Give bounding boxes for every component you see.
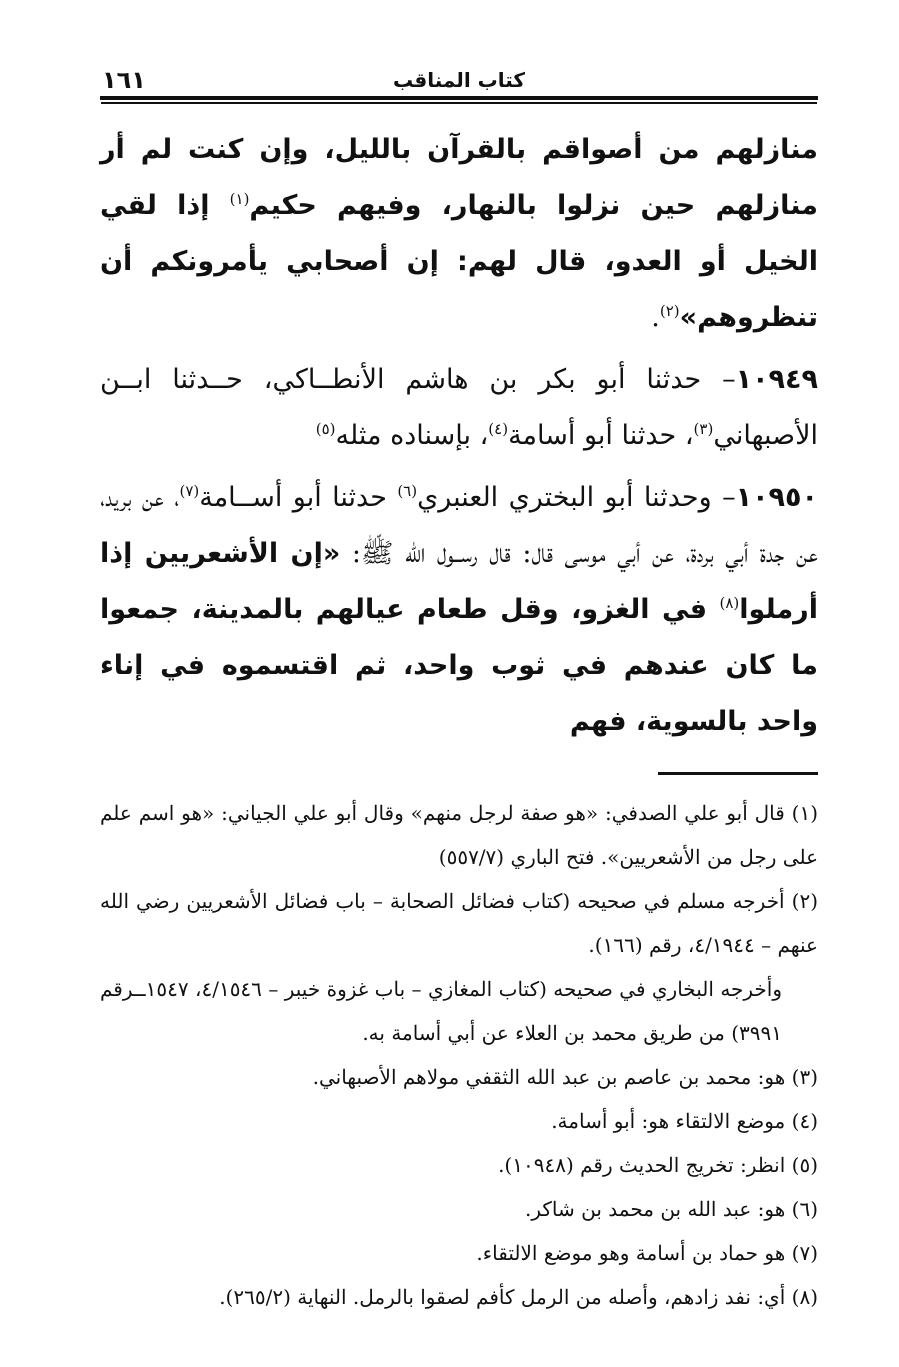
- footnote-5: (٥) انظر: تخريج الحديث رقم (١٠٩٤٨).: [498, 1153, 818, 1177]
- footnote-ref-4: (٤): [488, 420, 509, 438]
- p1-text-2: إذا لقي الخيل أو العدو، قال لهم: إن أصحابي يأمرونكم أن تنظروهم»: [100, 190, 818, 333]
- book-page: [100, 62, 818, 1319]
- page-number: ١٦١: [102, 66, 146, 94]
- footnote-ref-8: (٨): [719, 594, 740, 612]
- footnotes: [100, 791, 818, 1319]
- h2-text-c: ، عن بريد، عن جدة أبي بردة، عن أبي موسى قال: قال رســول الله ﷺ:: [100, 482, 818, 569]
- p1-end: .: [651, 302, 660, 333]
- h1-text-c: ، بإسناده مثله: [335, 420, 489, 451]
- main-text: [100, 122, 818, 750]
- h1-text-b: ، حدثنا أبو أسامة: [508, 420, 694, 451]
- footnote-7: (٧) هو حماد بن أسامة وهو موضع الالتقاء.: [476, 1241, 818, 1265]
- footnote-ref-1: (١): [229, 190, 250, 208]
- footnote-ref-5: (٥): [315, 420, 336, 438]
- h2-text-b: حدثنا أبو أســامة: [199, 482, 398, 513]
- footnote-1: (١) قال أبو علي الصدفي: «هو صفة لرجل منهم» وقال أبو علي الجياني: «هو اسم علم على رجل من الأشعريين». فتح الباري (٥٥٧/٧): [100, 801, 818, 869]
- hadith-10950: [100, 470, 818, 750]
- hadith-10949: [100, 352, 818, 464]
- footnote-ref-7: (٧): [179, 482, 200, 500]
- footnote-divider: [658, 772, 818, 775]
- page-header: [100, 62, 818, 100]
- h2-bold-2: في الغزو، وقل طعام عيالهم بالمدينة، جمعوا ما كان عندهم في ثوب واحد، ثم اقتسموه في إناء واحد بالسوية، فهم: [100, 594, 818, 737]
- p1-text: منازلهم من أصواقم بالقرآن بالليل، وإن كنت لم أر منازلهم حين نزلوا بالنهار، وفيهم حكيم: [100, 134, 818, 221]
- footnote-4: (٤) موضع الالتقاء هو: أبو أسامة.: [551, 1109, 818, 1133]
- footnote-2-continued: وأخرجه البخاري في صحيحه (كتاب المغازي – باب غزوة خيبر – ٤/١٥٤٦، ١٥٤٧ــرقم ٣٩٩١) من طريق محمد بن العلاء عن أبي أسامة به.: [100, 977, 783, 1045]
- h1-text-a: – حدثنا أبو بكر بن هاشم الأنطــاكي، حــدثنا ابــن الأصبهاني: [100, 364, 818, 451]
- footnote-ref-3: (٣): [693, 420, 714, 438]
- footnote-6: (٦) هو: عبد الله بن محمد بن شاكر.: [525, 1197, 818, 1221]
- page-title: كتاب المناقب: [392, 68, 526, 92]
- footnote-ref-6: (٦): [397, 482, 418, 500]
- h2-text-a: – وحدثنا أبو البختري العنبري: [417, 482, 736, 513]
- hadith-number-10949: ١٠٩٤٩: [735, 364, 818, 395]
- footnote-2: (٢) أخرجه مسلم في صحيحه (كتاب فضائل الصحابة – باب فضائل الأشعريين رضي الله عنهم – ٤/١٩٤٤، رقم (١٦٦).: [100, 889, 819, 957]
- h2-bold-1: «إن الأشعريين إذا أرملوا: [100, 538, 818, 625]
- footnote-3: (٣) هو: محمد بن عاصم بن عبد الله الثقفي مولاهم الأصبهاني.: [312, 1065, 818, 1089]
- hadith-number-10950: ١٠٩٥٠: [735, 482, 818, 513]
- footnote-8: (٨) أي: نفد زادهم، وأصله من الرمل كأفم لصقوا بالرمل. النهاية (٢٦٥/٢).: [219, 1285, 818, 1309]
- paragraph-1: [100, 122, 818, 346]
- footnote-ref-2: (٢): [659, 302, 680, 320]
